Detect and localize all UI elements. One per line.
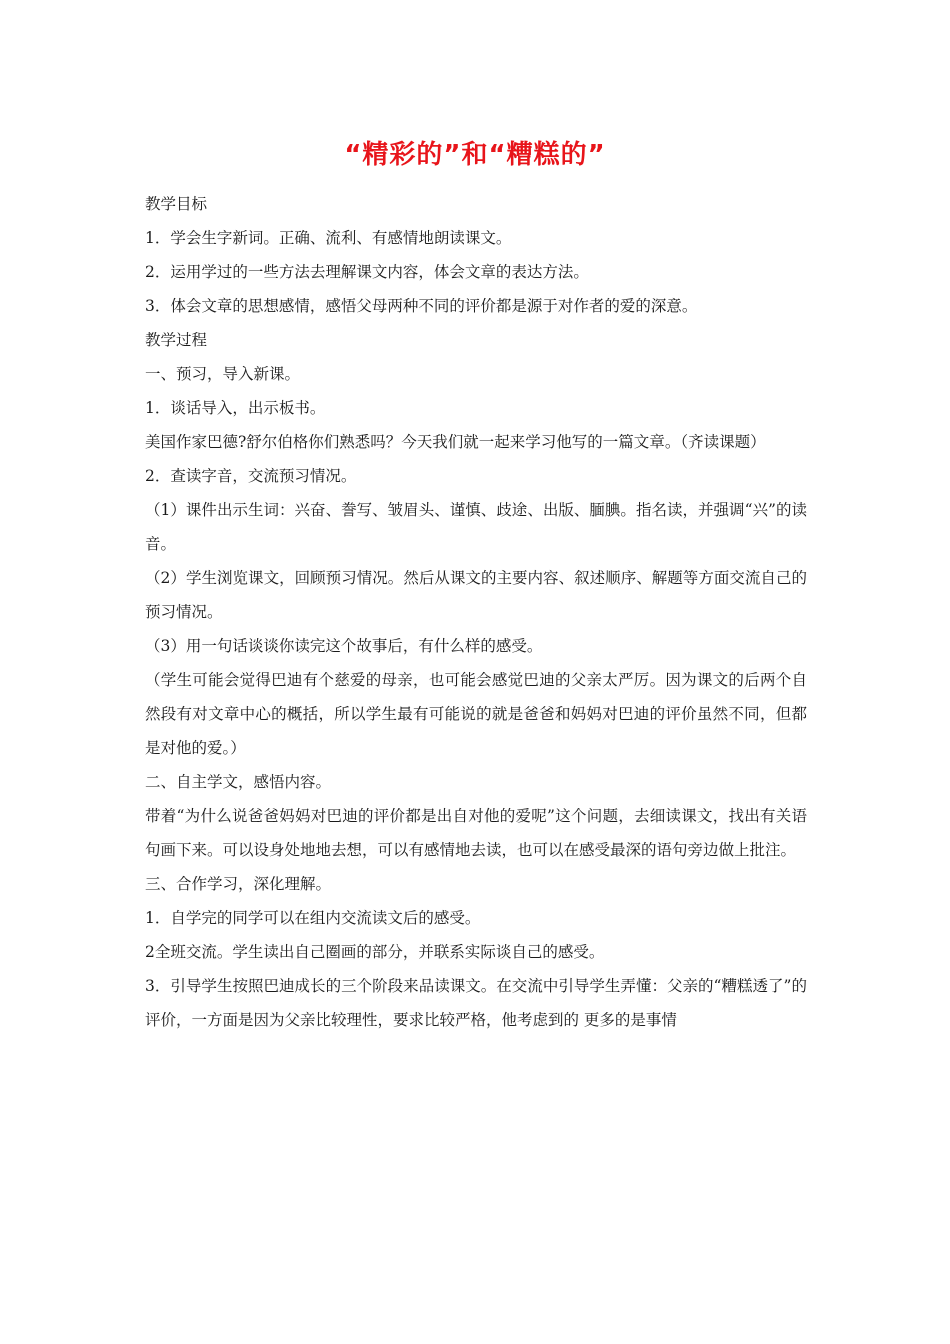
paragraph-section-heading-process: 教学过程 <box>145 331 208 349</box>
paragraph-substep-3: （3）用一句话谈谈你读完这个故事后，有什么样的感受。 <box>145 637 543 655</box>
paragraph-part-1-heading: 一、预习，导入新课。 <box>145 365 301 383</box>
paragraph-goal-2: 2．运用学过的一些方法去理解课文内容，体会文章的表达方法。 <box>145 263 589 281</box>
paragraph-section-heading-goals: 教学目标 <box>145 195 208 213</box>
paragraph-part-3-step-1: 1．自学完的同学可以在组内交流读文后的感受。 <box>145 909 481 927</box>
paragraph-step-1: 1．谈话导入，出示板书。 <box>145 399 326 417</box>
paragraph-part-3-heading: 三、合作学习，深化理解。 <box>145 875 332 893</box>
paragraph-part-2-text: 带着“为什么说爸爸妈妈对巴迪的评价都是出自对他的爱呢”这个问题，去细读课文，找出有关语句画下来。可以设身处地地去想，可以有感情地去读，也可以在感受最深的语句旁边做上批注。 <box>145 807 807 859</box>
document-body <box>145 187 807 1037</box>
paragraph-step-2: 2．查读字音，交流预习情况。 <box>145 467 357 485</box>
paragraph-note: （学生可能会觉得巴迪有个慈爱的母亲，也可能会感觉巴迪的父亲太严厉。因为课文的后两个自然段有对文章中心的概括，所以学生最有可能说的就是爸爸和妈妈对巴迪的评价虽然不同，但都是对他的爱。） <box>145 671 807 757</box>
paragraph-goal-3: 3．体会文章的思想感情，感悟父母两种不同的评价都是源于对作者的爱的深意。 <box>145 297 698 315</box>
paragraph-substep-2: （2）学生浏览课文，回顾预习情况。然后从课文的主要内容、叙述顺序、解题等方面交流自己的预习情况。 <box>145 569 807 621</box>
paragraph-substep-1: （1）课件出示生词：兴奋、誊写、皱眉头、谨慎、歧途、出版、腼腆。指名读，并强调“兴”的读音。 <box>145 501 807 553</box>
paragraph-goal-1: 1．学会生字新词。正确、流利、有感情地朗读课文。 <box>145 229 512 247</box>
paragraph-part-3-step-3: 3．引导学生按照巴迪成长的三个阶段来品读课文。在交流中引导学生弄懂：父亲的“糟糕透了”的评价，一方面是因为父亲比较理性，要求比较严格，他考虑到的 更多的是事情 <box>145 977 807 1029</box>
document-title: “精彩的”和“糟糕的” <box>344 140 606 170</box>
paragraph-part-2-heading: 二、自主学文，感悟内容。 <box>145 773 332 791</box>
paragraph-part-3-step-2: 2全班交流。学生读出自己圈画的部分，并联系实际谈自己的感受。 <box>145 943 605 961</box>
paragraph-intro-text: 美国作家巴德?舒尔伯格你们熟悉吗？今天我们就一起来学习他写的一篇文章。（齐读课题） <box>145 433 766 451</box>
